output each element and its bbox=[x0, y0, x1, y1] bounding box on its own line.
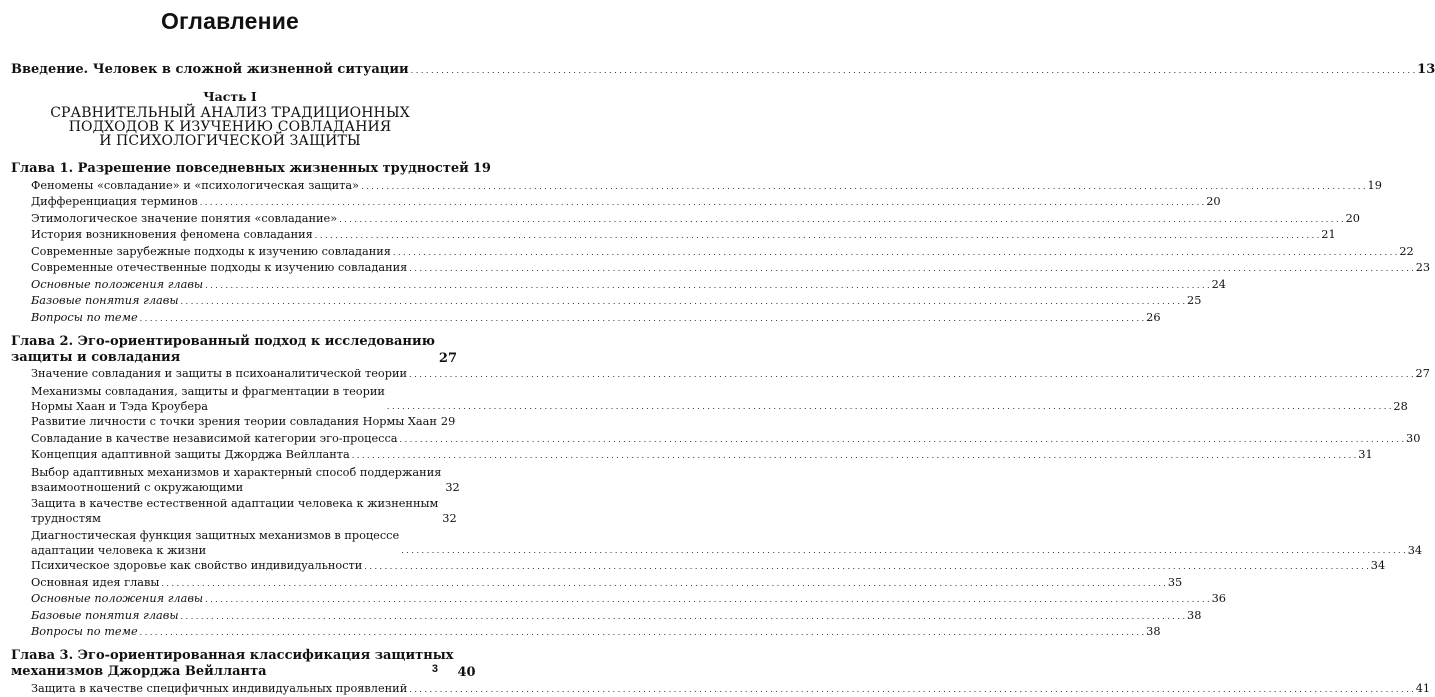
entry-title-line: Защита в качестве естественной адаптации человека к жизненным bbox=[31, 497, 439, 510]
toc-subentry[interactable] bbox=[31, 592, 1226, 607]
entry-page: 32 bbox=[445, 480, 460, 494]
entry-page: 19 bbox=[1367, 178, 1382, 192]
dot-leader bbox=[409, 261, 1413, 276]
entry-title: Базовые понятия главы bbox=[31, 294, 179, 307]
dot-leader bbox=[411, 63, 1415, 78]
entry-page: 20 bbox=[1206, 195, 1221, 208]
toc-entry-chapter-3[interactable] bbox=[11, 648, 476, 680]
entry-title-line: Глава 2. Эго-ориентированный подход к исследованию bbox=[11, 333, 435, 349]
entry-title-line: Выбор адаптивных механизмов и характерный способ поддержания bbox=[31, 465, 442, 479]
toc-subentry[interactable] bbox=[31, 559, 1386, 574]
entry-page: 22 bbox=[1399, 244, 1414, 258]
dot-leader bbox=[364, 559, 1368, 574]
dot-leader bbox=[401, 543, 1405, 558]
toc-subentry[interactable] bbox=[31, 261, 1431, 276]
entry-page: 25 bbox=[1187, 294, 1202, 307]
dot-leader bbox=[205, 592, 1209, 607]
dot-leader bbox=[400, 432, 1404, 447]
dot-leader bbox=[409, 367, 1413, 382]
entry-title-line: механизмов Джорджа Вейлланта bbox=[11, 664, 267, 679]
part-title-line: СРАВНИТЕЛЬНЫЙ АНАЛИЗ ТРАДИЦИОННЫХ bbox=[50, 105, 410, 121]
toc-subentry[interactable] bbox=[31, 528, 1423, 558]
entry-title: Совладание в качестве независимой категории эго-процесса bbox=[31, 431, 398, 445]
entry-title: Современные зарубежные подходы к изучению совладания bbox=[31, 244, 391, 258]
entry-page: 31 bbox=[1358, 448, 1373, 461]
dot-leader bbox=[161, 576, 1165, 591]
entry-title: Психическое здоровье как свойство индивидуальности bbox=[31, 559, 363, 572]
entry-title bbox=[31, 465, 441, 495]
entry-page: 35 bbox=[1167, 575, 1183, 589]
entry-title: Развитие личности с точки зрения теории совладания Нормы Хаан bbox=[31, 415, 437, 428]
entry-page: 34 bbox=[1407, 543, 1423, 557]
entry-page: 38 bbox=[1146, 625, 1161, 638]
dot-leader bbox=[140, 625, 1144, 640]
toc-subentry[interactable] bbox=[31, 244, 1414, 260]
entry-page: 26 bbox=[1146, 310, 1161, 324]
page-title: Оглавление bbox=[160, 8, 300, 34]
entry-page: 20 bbox=[1345, 211, 1360, 225]
entry-title-line: трудностям bbox=[31, 512, 101, 525]
entry-title-line: Диагностическая функция защитных механизмов в процессе bbox=[31, 528, 400, 542]
entry-title: Этимологическое значение понятия «совладание» bbox=[31, 211, 338, 225]
part-title-line: И ПСИХОЛОГИЧЕСКОЙ ЗАЩИТЫ bbox=[99, 133, 361, 149]
toc-subentry[interactable] bbox=[31, 211, 1360, 227]
entry-page: 21 bbox=[1321, 228, 1336, 241]
toc-subentry[interactable] bbox=[31, 496, 457, 526]
entry-title: История возникновения феномена совладания bbox=[31, 228, 313, 241]
toc-subentry[interactable] bbox=[31, 431, 1421, 447]
entry-title-line: защиты и совладания bbox=[11, 349, 181, 365]
dot-leader bbox=[205, 278, 1209, 293]
dot-leader bbox=[393, 245, 1397, 260]
entry-page: 13 bbox=[1417, 62, 1435, 77]
entry-page: 27 bbox=[438, 350, 458, 366]
toc-subentry[interactable] bbox=[31, 608, 1202, 624]
toc-subentry[interactable] bbox=[31, 228, 1336, 243]
dot-leader bbox=[339, 212, 1343, 227]
entry-title: Защита в качестве специфичных индивидуальных проявлений bbox=[31, 681, 408, 695]
entry-title-line: Глава 3. Эго-ориентированная классификация защитных bbox=[11, 648, 454, 663]
entry-page: 19 bbox=[472, 161, 491, 176]
entry-title bbox=[31, 528, 399, 558]
entry-title: Значение совладания и защиты в психоаналитической теории bbox=[31, 367, 408, 380]
entry-title: Глава 1. Разрешение повседневных жизненных трудностей bbox=[11, 161, 469, 176]
dot-leader bbox=[409, 682, 1413, 697]
toc-subentry[interactable] bbox=[31, 178, 1382, 194]
entry-title-line: Механизмы совладания, защиты и фрагментации в теории bbox=[31, 384, 385, 398]
entry-title-line: взаимоотношений с окружающими bbox=[31, 480, 244, 494]
entry-page: 40 bbox=[457, 665, 476, 680]
toc-subentry[interactable] bbox=[31, 195, 1221, 210]
dot-leader bbox=[315, 228, 1319, 243]
toc-subentry[interactable] bbox=[31, 681, 1431, 697]
entry-page: 27 bbox=[1415, 367, 1430, 380]
part-heading bbox=[0, 90, 460, 148]
toc-subentry[interactable] bbox=[31, 277, 1226, 293]
entry-page: 28 bbox=[1393, 399, 1408, 413]
entry-title: Вопросы по теме bbox=[31, 625, 138, 638]
entry-page: 38 bbox=[1187, 608, 1202, 622]
entry-page: 36 bbox=[1211, 592, 1226, 605]
entry-page: 30 bbox=[1406, 431, 1421, 445]
toc-subentry[interactable] bbox=[31, 367, 1430, 382]
entry-title: Базовые понятия главы bbox=[31, 608, 179, 622]
dot-leader bbox=[181, 609, 1185, 624]
entry-title: Введение. Человек в сложной жизненной ситуации bbox=[11, 62, 409, 77]
toc-entry-intro[interactable] bbox=[11, 62, 1435, 78]
entry-title-line: Нормы Хаан и Тэда Кроубера bbox=[31, 399, 209, 413]
entry-title: Современные отечественные подходы к изучению совладания bbox=[31, 261, 408, 274]
entry-title: Вопросы по теме bbox=[31, 310, 138, 324]
entry-title: Феномены «совладание» и «психологическая защита» bbox=[31, 178, 360, 192]
toc-subentry[interactable] bbox=[31, 294, 1202, 309]
entry-page: 32 bbox=[442, 512, 457, 525]
entry-title: Концепция адаптивной защиты Джорджа Вейлланта bbox=[31, 448, 350, 461]
toc-subentry[interactable] bbox=[31, 465, 460, 495]
dot-leader bbox=[387, 399, 1391, 414]
entry-title: Дифференциация терминов bbox=[31, 195, 198, 208]
toc-subentry[interactable] bbox=[31, 384, 1408, 414]
entry-title bbox=[11, 334, 435, 366]
toc-subentry[interactable] bbox=[31, 310, 1161, 326]
entry-title: Основная идея главы bbox=[31, 575, 160, 589]
entry-page: 34 bbox=[1370, 559, 1386, 572]
dot-leader bbox=[361, 179, 1365, 194]
page-number: 3 bbox=[431, 663, 438, 675]
part-title-line: ПОДХОДОВ К ИЗУЧЕНИЮ СОВЛАДАНИЯ bbox=[68, 119, 392, 135]
dot-leader bbox=[352, 448, 1356, 463]
toc-subentry[interactable] bbox=[31, 448, 1373, 463]
entry-title: Основные положения главы bbox=[31, 277, 204, 291]
dot-leader bbox=[181, 294, 1185, 309]
dot-leader bbox=[140, 311, 1144, 326]
entry-title-line: адаптации человека к жизни bbox=[31, 543, 207, 557]
toc-subentry[interactable] bbox=[31, 575, 1183, 591]
entry-page: 24 bbox=[1211, 277, 1226, 291]
entry-title bbox=[11, 648, 454, 680]
entry-title bbox=[31, 496, 438, 526]
entry-title bbox=[31, 384, 385, 414]
toc-subentry[interactable] bbox=[31, 415, 456, 430]
dot-leader bbox=[200, 195, 1204, 210]
toc-subentry[interactable] bbox=[31, 625, 1161, 640]
entry-page: 41 bbox=[1415, 681, 1431, 695]
entry-title: Основные положения главы bbox=[31, 592, 204, 605]
toc-entry-chapter-1[interactable] bbox=[11, 161, 491, 177]
entry-page: 23 bbox=[1415, 261, 1431, 274]
part-number: Часть I bbox=[203, 89, 257, 104]
toc-entry-chapter-2[interactable] bbox=[11, 333, 458, 366]
entry-page: 29 bbox=[440, 415, 456, 428]
